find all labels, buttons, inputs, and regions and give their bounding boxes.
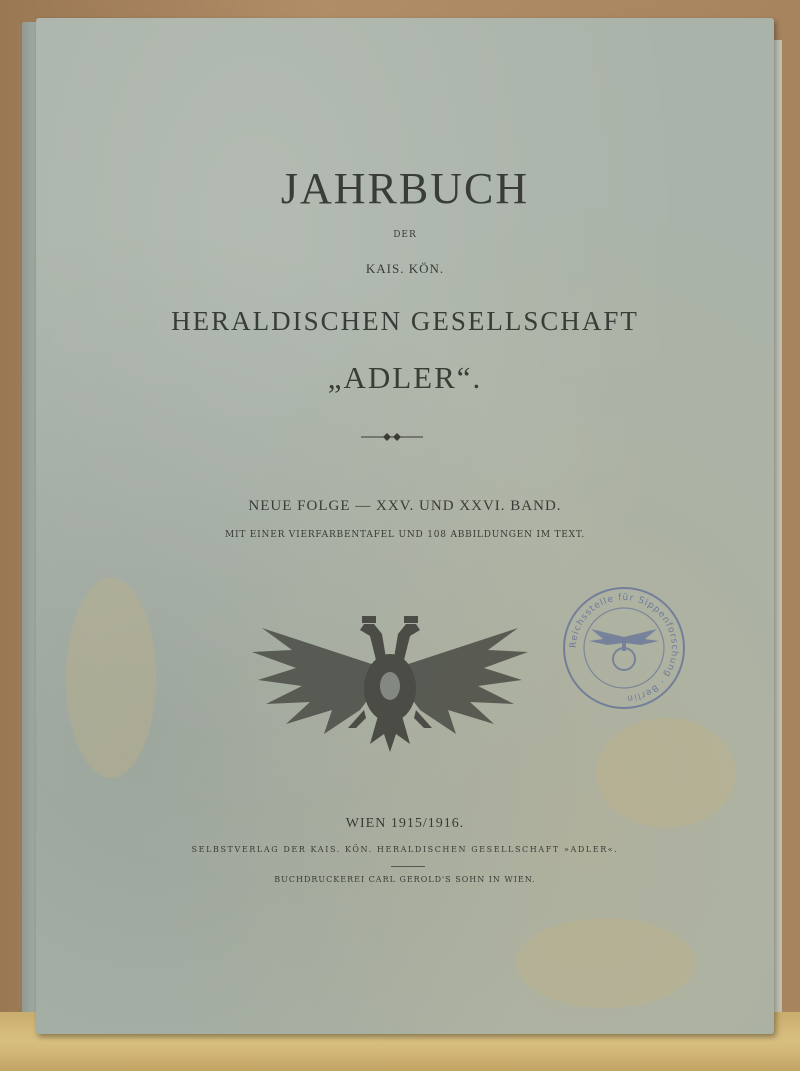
cover-society-name: HERALDISCHEN GESELLSCHAFT <box>171 306 639 336</box>
cover-printer: BUCHDRUCKEREI CARL GEROLD'S SOHN IN WIEN. <box>274 875 536 884</box>
cover-der: DER <box>393 230 417 240</box>
stamp-text: Reichsstelle für Sippenforschung · Berlin <box>568 592 680 704</box>
cover-neue-folge: NEUE FOLGE — XXV. UND XXVI. BAND. <box>248 498 562 514</box>
book-cover <box>36 18 774 1034</box>
cover-kais-kon: KAIS. KÖN. <box>365 261 445 276</box>
cover-publisher: SELBSTVERLAG DER KAIS. KÖN. HERALDISCHEN GESELLSCHAFT »ADLER«. <box>191 845 619 854</box>
cover-place-date: WIEN 1915/1916. <box>345 816 465 831</box>
ornament-divider <box>361 430 423 444</box>
publisher-rule <box>391 866 425 867</box>
cover-title: JAHRBUCH <box>280 164 530 213</box>
stain <box>516 918 696 1008</box>
stain <box>66 578 156 778</box>
double-headed-eagle-icon <box>252 610 528 752</box>
stain <box>596 718 736 828</box>
cover-adler: „ADLER“. <box>327 360 483 395</box>
library-stamp <box>561 585 687 711</box>
cover-subtitle: MIT EINER VIERFARBENTAFEL UND 108 ABBILDUNGEN IM TEXT. <box>224 530 586 540</box>
